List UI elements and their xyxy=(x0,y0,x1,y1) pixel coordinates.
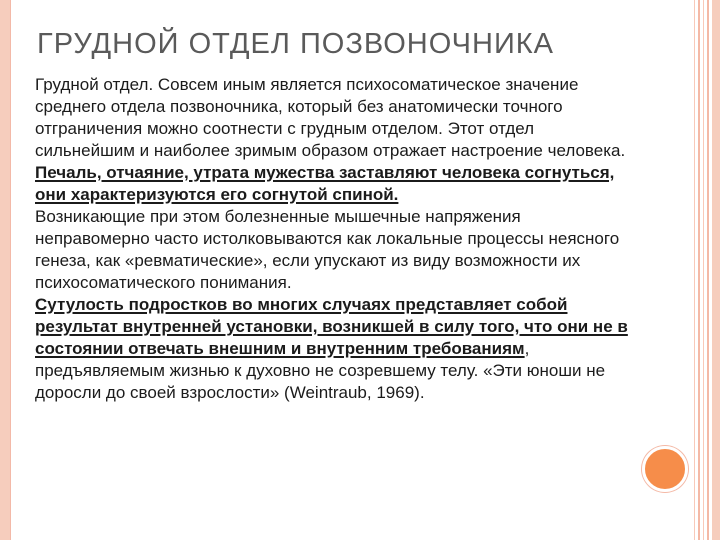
slide-title: ГРУДНОЙ ОТДЕЛ ПОЗВОНОЧНИКА xyxy=(37,28,555,60)
body-paragraph-3-text: , предъявляемым жизнью к духовно не созревшему телу. «Эти юноши не доросли до своей взрослости» (Weintraub, 1969). xyxy=(35,339,606,402)
right-decorative-band xyxy=(712,0,720,540)
body-emphasis-1: Печаль, отчаяние, утрата мужества заставляют человека согнуться, они характеризуются его согнутой спиной. xyxy=(35,163,615,204)
body-emphasis-2: Сутулость подростков во многих случаях представляет собой результат внутренней установки, возникшей в силу того, что они не в состоянии отвечать внешним и внутренним требованиям xyxy=(35,295,628,358)
slide-body xyxy=(35,74,631,404)
right-rule-line xyxy=(707,0,709,540)
body-paragraph-3 xyxy=(35,294,631,404)
right-rule-line xyxy=(703,0,704,540)
decorative-circle xyxy=(642,446,688,492)
body-paragraph-2: Возникающие при этом болезненные мышечные напряжения неправомерно часто истолковываются как локальные процессы неясного генеза, как «ревматические», если упускают из виду возможности их психосоматического понимания. xyxy=(35,207,620,292)
left-decorative-border xyxy=(0,0,11,540)
right-rule-line xyxy=(698,0,700,540)
body-paragraph-1: Грудной отдел. Совсем иным является психосоматическое значение среднего отдела позвоночника, который без анатомически точного отграничения можно соотнести с грудным отделом. Этот отдел сильнейшим и наиболее зримым образом отражает настроение человека. xyxy=(35,75,626,160)
right-rule-line xyxy=(694,0,695,540)
